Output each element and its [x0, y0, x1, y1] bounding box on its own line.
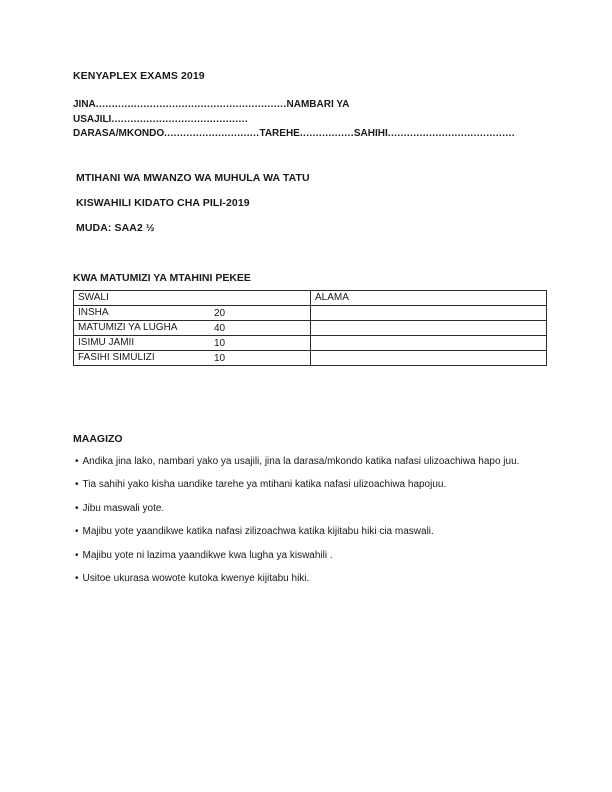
column-header-swali: SWALI — [74, 290, 311, 305]
table-row — [74, 335, 547, 350]
marks-table-header-row — [74, 290, 547, 305]
registration-number-label: NAMBARI YA — [286, 99, 350, 110]
list-item — [73, 573, 546, 585]
signature-dotted-blank: ........................................ — [387, 128, 515, 139]
class-date-signature-line — [73, 127, 546, 142]
date-dotted-blank: ................. — [299, 128, 354, 139]
duration-heading: MUDA: SAA2 ½ — [76, 221, 155, 234]
signature-label: SAHIHI — [353, 128, 388, 139]
max-marks: 10 — [214, 352, 226, 364]
page-title: KENYAPLEX EXAMS 2019 — [73, 70, 205, 82]
bullet-icon: • — [75, 502, 79, 514]
table-row — [74, 320, 547, 335]
subject-cell — [74, 320, 311, 335]
max-marks: 20 — [214, 307, 226, 319]
list-item — [73, 526, 546, 538]
subject-name: INSHA — [78, 306, 109, 318]
bullet-icon: • — [75, 549, 79, 561]
subject-cell — [74, 335, 311, 350]
exam-heading: MTIHANI WA MWANZO WA MUHULA WA TATU — [76, 171, 310, 184]
name-line — [73, 98, 546, 113]
table-row — [74, 350, 547, 365]
marks-table — [73, 290, 547, 366]
list-item — [73, 550, 546, 562]
instruction-text: Majibu yote ni lazima yaandikwe kwa lugha ya kiswahili . — [82, 549, 333, 561]
registration-dotted-blank: ........................................... — [111, 113, 249, 125]
subject-name: ISIMU JAMII — [78, 336, 135, 348]
subject-name: FASIHI SIMULIZI — [78, 351, 155, 363]
bullet-icon: • — [75, 455, 79, 467]
instruction-text: Usitoe ukurasa wowote kutoka kwenye kijitabu hiki. — [82, 573, 310, 584]
max-marks: 10 — [214, 337, 226, 349]
instructions-list — [73, 456, 546, 585]
name-dotted-blank: ............................................................ — [95, 99, 287, 110]
bullet-icon: • — [75, 479, 79, 490]
date-label: TAREHE — [259, 128, 300, 139]
bullet-icon: • — [75, 573, 79, 584]
subject-heading: KISWAHILI KIDATO CHA PILI-2019 — [76, 196, 250, 209]
instruction-text: Andika jina lako, nambari yako ya usajili, jina la darasa/mkondo katika nafasi ulizoachiwa hapo juu. — [82, 455, 520, 467]
class-dotted-blank: .............................. — [164, 128, 260, 139]
list-item — [73, 503, 546, 515]
alama-cell — [311, 320, 547, 335]
max-marks: 40 — [214, 322, 226, 334]
alama-cell — [311, 305, 547, 320]
class-label: DARASA/MKONDO — [73, 128, 165, 139]
exam-headings-block — [73, 173, 546, 234]
column-header-alama: ALAMA — [311, 290, 547, 305]
alama-cell — [311, 335, 547, 350]
table-row — [74, 305, 547, 320]
list-item — [73, 479, 546, 491]
registration-line — [73, 113, 546, 128]
subject-name: MATUMIZI YA LUGHA — [78, 321, 178, 333]
subject-cell — [74, 350, 311, 365]
bullet-icon: • — [75, 526, 79, 537]
alama-cell — [311, 350, 547, 365]
instruction-text: Majibu yote yaandikwe katika nafasi zilizoachwa katika kijitabu hiki cia maswali. — [82, 526, 434, 537]
name-label: JINA — [73, 99, 96, 110]
instructions-heading: MAAGIZO — [73, 432, 123, 445]
list-item — [73, 456, 546, 468]
instruction-text: Tia sahihi yako kisha uandike tarehe ya mtihani katika nafasi ulizoachiwa hapojuu. — [82, 479, 447, 490]
subject-cell — [74, 305, 311, 320]
examiner-use-heading: KWA MATUMIZI YA MTAHINI PEKEE — [73, 271, 251, 284]
registration-label: USAJILI — [73, 113, 112, 125]
instruction-text: Jibu maswali yote. — [82, 502, 165, 514]
